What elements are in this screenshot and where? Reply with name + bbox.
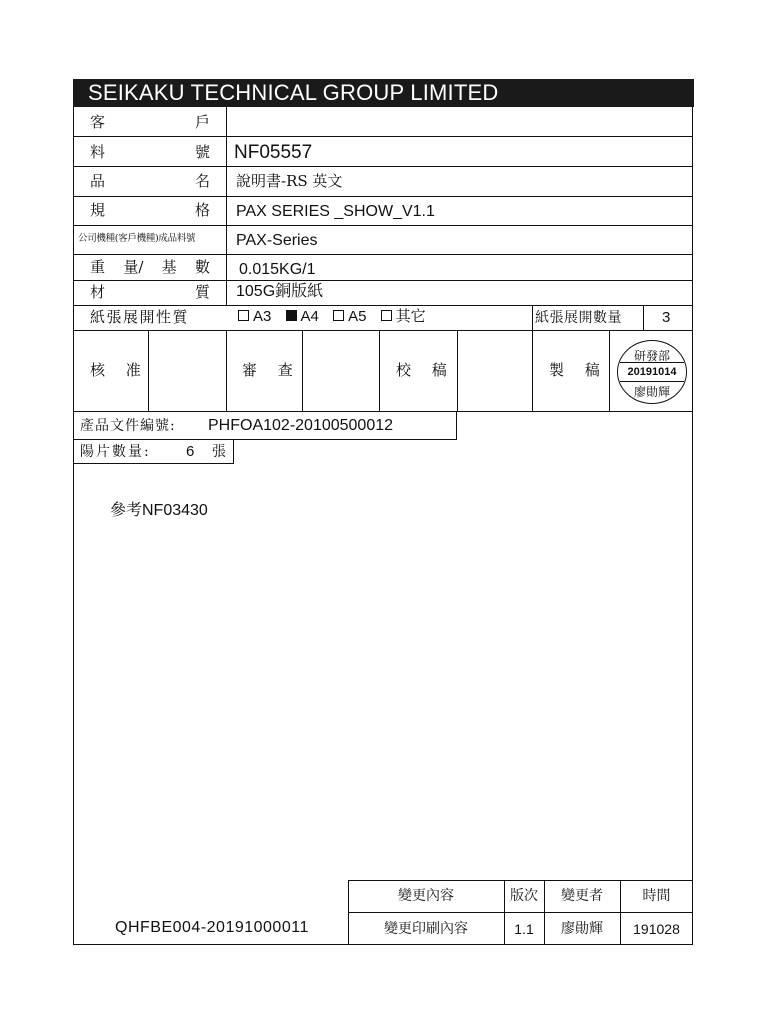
checkbox-a4-checked[interactable] (286, 310, 297, 321)
value-specification: PAX SERIES _SHOW_V1.1 (236, 203, 435, 220)
value-model-number: PAX-Series (236, 232, 318, 249)
paper-options (238, 309, 436, 324)
col-divider (532, 330, 533, 411)
label-product-name: 品 名 (90, 172, 210, 190)
label-part-number: 料 號 (90, 143, 210, 161)
value-weight: 0.015KG/1 (239, 261, 316, 278)
label-paper-spread: 紙張展開性質 (90, 308, 190, 326)
label-doc-number: 產品文件編號: (80, 418, 176, 434)
col-divider (226, 107, 227, 305)
value-paper-count: 3 (662, 309, 671, 326)
reference-note: 參考NF03430 (110, 502, 208, 519)
label-specification: 規 格 (90, 201, 210, 219)
row-divider (73, 166, 693, 167)
col-divider (643, 305, 644, 330)
row-divider (73, 305, 693, 306)
col-divider (609, 330, 610, 411)
label-customer: 客 戶 (90, 113, 210, 131)
stamp-department: 研發部 (633, 349, 670, 363)
approval-stamp (617, 340, 687, 404)
value-material: 105G銅版紙 (236, 283, 324, 300)
revision-header-time: 時間 (642, 888, 671, 904)
value-film-count: 6 (186, 443, 195, 460)
row-divider (73, 196, 693, 197)
checkbox-a5[interactable] (333, 310, 344, 321)
label-proof: 校 稿 (396, 361, 455, 379)
label-model-number: 公司機種(客戶機種)成品料號 (78, 233, 196, 244)
stamp-date: 20191014 (620, 362, 684, 382)
row-divider (73, 225, 693, 226)
label-draft: 製 稿 (549, 361, 608, 379)
col-divider (302, 330, 303, 411)
label-weight: 重 量/ 基 數 (90, 258, 210, 276)
col-divider (457, 330, 458, 411)
revision-header-author: 變更者 (561, 888, 603, 904)
revision-value-time: 191028 (633, 921, 680, 937)
checkbox-a3[interactable] (238, 310, 249, 321)
col-divider (379, 330, 380, 411)
label-material: 材 質 (90, 283, 210, 301)
stamp-name: 廖勛輝 (633, 385, 670, 399)
revision-value-version: 1.1 (514, 921, 534, 937)
option-a5[interactable]: A5 (333, 308, 366, 325)
option-a4[interactable]: A4 (286, 308, 319, 325)
row-divider (73, 330, 693, 331)
row-divider (73, 280, 693, 281)
label-paper-count: 紙張展開數量 (535, 310, 622, 326)
revision-value-author: 廖勛輝 (561, 921, 603, 937)
label-film-count: 陽片數量: (80, 444, 151, 460)
value-doc-number: PHFOA102-20100500012 (208, 417, 394, 434)
value-part-number: NF05557 (234, 142, 313, 163)
company-header: SEIKAKU TECHNICAL GROUP LIMITED (73, 79, 694, 107)
col-divider (532, 305, 533, 330)
col-divider (226, 330, 227, 411)
revision-divider (348, 912, 693, 913)
value-product-name: 說明書-RS 英文 (236, 172, 343, 190)
label-approve: 核 准 (90, 361, 149, 379)
footer-code: QHFBE004-20191000011 (115, 919, 309, 936)
row-divider (73, 254, 693, 255)
revision-header-content: 變更內容 (398, 888, 454, 904)
revision-header-version: 版次 (510, 888, 538, 904)
option-other[interactable]: 其它 (381, 308, 426, 325)
checkbox-other[interactable] (381, 310, 392, 321)
option-a3[interactable]: A3 (238, 308, 271, 325)
label-review: 審 查 (242, 361, 301, 379)
revision-value-content: 變更印刷內容 (384, 921, 468, 937)
row-divider (73, 136, 693, 137)
label-film-unit: 張 (212, 444, 226, 460)
